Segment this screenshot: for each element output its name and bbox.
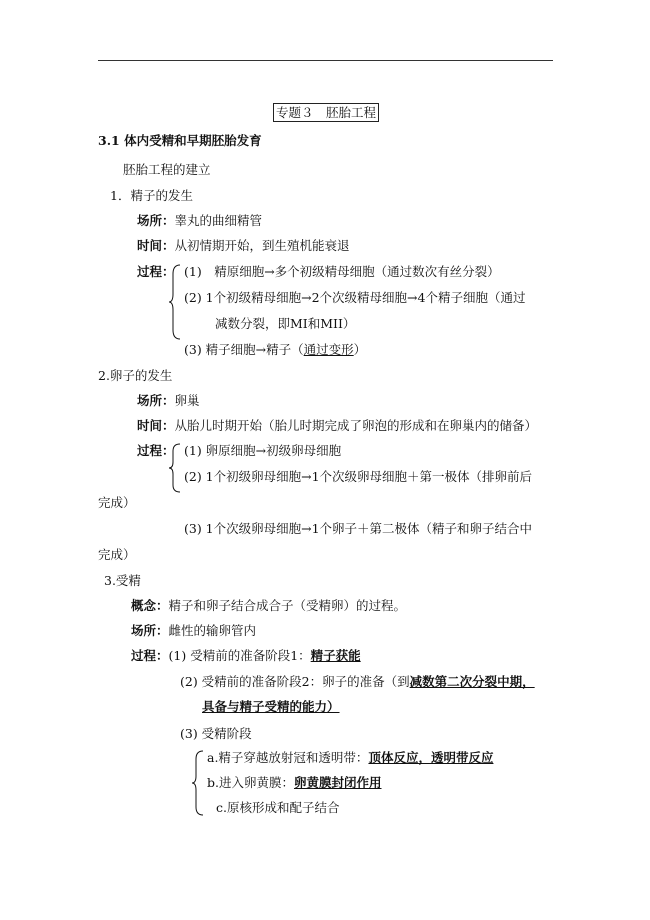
- stage-a-key: 顶体反应，透明带反应: [368, 750, 494, 765]
- place-label: 场所：: [131, 623, 169, 638]
- header-rule: [98, 60, 553, 61]
- sperm-heading: 1．精子的发生: [110, 188, 193, 203]
- time-label: 时间：: [137, 418, 175, 433]
- egg-step-1: (1) 卵原细胞→初级卵母细胞: [184, 443, 342, 458]
- sperm-place: [137, 213, 262, 229]
- egg-step-2: (2) 1个初级卵母细胞→1个次级卵母细胞＋第一极体（排卵前后: [184, 469, 533, 484]
- egg-place: [137, 393, 200, 409]
- step1-key: 精子获能: [310, 648, 361, 663]
- step1-text: (1) 受精前的准备阶段1：: [168, 648, 311, 663]
- time-label: 时间：: [137, 238, 175, 253]
- step2-key: 减数第二次分裂中期，: [409, 674, 535, 689]
- sperm-step-2: (2) 1个初级精母细胞→2个次级精母细胞→4个精子细胞（通过: [184, 290, 526, 305]
- fert-step-2: [180, 674, 535, 690]
- place-value: 睾丸的曲细精管: [174, 213, 263, 228]
- fert-place: [131, 623, 256, 639]
- brace-icon: [168, 443, 182, 493]
- time-value: 从初情期开始，到生殖机能衰退: [174, 238, 350, 253]
- sperm-time: [137, 238, 350, 254]
- step3-underlined: 通过变形: [303, 342, 354, 357]
- sperm-process-label: 过程：: [137, 264, 175, 279]
- document-title: 专题３ 胚胎工程: [273, 103, 379, 122]
- fert-stage-a: [207, 750, 493, 766]
- step3-close: ）: [353, 342, 367, 357]
- egg-step-3-cont: 完成）: [98, 547, 136, 562]
- fert-stage-b: [207, 775, 382, 791]
- sperm-step-2-cont: 减数分裂，即MI和MII）: [215, 316, 356, 331]
- place-value: 卵巢: [174, 393, 200, 408]
- place-value: 雌性的输卵管内: [168, 623, 257, 638]
- process-label: 过程：: [131, 648, 169, 663]
- place-label: 场所：: [137, 393, 175, 408]
- egg-time: [137, 418, 537, 434]
- stage-a-text: a.精子穿越放射冠和透明带：: [207, 750, 369, 765]
- step3-text: (3) 精子细胞→精子（: [184, 342, 304, 357]
- concept-label: 概念：: [131, 598, 169, 613]
- fert-concept: [131, 598, 406, 614]
- concept-value: 精子和卵子结合成合子（受精卵）的过程。: [168, 598, 407, 613]
- brace-icon: [168, 264, 182, 340]
- section-heading: 3.1 体内受精和早期胚胎发育: [98, 133, 262, 148]
- stage-b-text: b.进入卵黄膜：: [207, 775, 294, 790]
- fert-step-2-cont: 具备与精子受精的能力）: [202, 699, 340, 714]
- subheading: 胚胎工程的建立: [123, 162, 211, 177]
- sperm-step-1: (1) 精原细胞→多个初级精母细胞（通过数次有丝分裂）: [184, 264, 500, 279]
- egg-process-label: 过程：: [137, 443, 175, 458]
- step2-text: (2) 受精前的准备阶段2：卵子的准备（到: [180, 674, 410, 689]
- fert-heading: 3.受精: [104, 573, 141, 588]
- egg-step-2-cont: 完成）: [98, 495, 136, 510]
- fert-step-3: (3) 受精阶段: [180, 726, 252, 741]
- sperm-step-3: [184, 342, 366, 358]
- egg-heading: 2.卵子的发生: [98, 368, 173, 383]
- fert-step-1: [131, 648, 361, 664]
- time-value: 从胎儿时期开始（胎儿时期完成了卵泡的形成和在卵巢内的储备）: [174, 418, 538, 433]
- egg-step-3: (3) 1个次级卵母细胞→1个卵子＋第二极体（精子和卵子结合中: [184, 521, 533, 536]
- brace-icon: [191, 750, 205, 816]
- fert-stage-c: c.原核形成和配子结合: [216, 800, 340, 815]
- place-label: 场所：: [137, 213, 175, 228]
- stage-b-key: 卵黄膜封闭作用: [293, 775, 382, 790]
